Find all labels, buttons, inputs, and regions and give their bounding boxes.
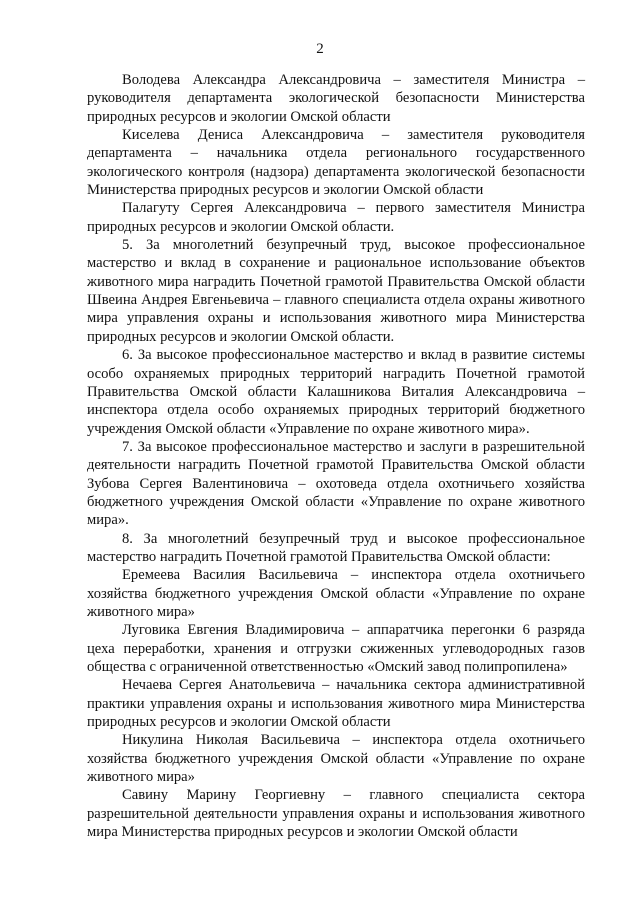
page-number: 2: [316, 41, 324, 57]
paragraph-palaguta: Палагуту Сергея Александровича – первого заместителя Министра природных ресурсов и экологии Омской области.: [87, 200, 585, 235]
paragraph-item-5: 5. За многолетний безупречный труд, высокое профессиональное мастерство и вклад в сохранение и рациональное использование объектов животного мира наградить Почетной грамотой Правительства Омской области Швеина Андрея Евгеньевича – главного специалиста отдела охраны животного мира управления охраны и использования животного мира Министерства природных ресурсов и экологии Омской области.: [87, 237, 585, 345]
paragraph-lugovik: Луговика Евгения Владимировича – аппаратчика перегонки 6 разряда цеха переработки, хранения и отгрузки сжиженных углеводородных газов общества с ограниченной ответственностью «Омский завод полипропилена»: [87, 622, 585, 675]
paragraph-item-6: 6. За высокое профессиональное мастерство и вклад в развитие системы особо охраняемых природных территорий наградить Почетной грамотой Правительства Омской области Калашникова Виталия Александровича – инспектора отдела особо охраняемых природных территорий бюджетного учреждения Омской области «Управление по охране животного мира».: [87, 347, 585, 437]
paragraph-item-8: 8. За многолетний безупречный труд и высокое профессиональное мастерство наградить Почетной грамотой Правительства Омской области:: [87, 530, 585, 565]
paragraph-nikulin: Никулина Николая Васильевича – инспектора отдела охотничьего хозяйства бюджетного учреждения Омской области «Управление по охране животного мира»: [87, 732, 585, 786]
document-body: [87, 71, 585, 841]
paragraph-item-7: 7. За высокое профессиональное мастерство и заслуги в разрешительной деятельности наградить Почетной грамотой Правительства Омской области Зубова Сергея Валентиновича – охотоведа отдела охотничьего хозяйства бюджетного учреждения Омской области «Управление по охране животного мира».: [87, 438, 585, 529]
paragraph-volodev: Володева Александра Александровича – заместителя Министра – руководителя департамента экологической безопасности Министерства природных ресурсов и экологии Омской области: [87, 72, 585, 125]
paragraph-eremeev: Еремеева Василия Васильевича – инспектора отдела охотничьего хозяйства бюджетного учреждения Омской области «Управление по охране животного мира»: [87, 567, 585, 620]
paragraph-savina: Савину Марину Георгиевну – главного специалиста сектора разрешительной деятельности управления охраны и использования животного мира Министерства природных ресурсов и экологии Омской области: [87, 787, 585, 841]
paragraph-nechaev: Нечаева Сергея Анатольевича – начальника сектора административной практики управления охраны и использования животного мира Министерства природных ресурсов и экологии Омской области: [87, 677, 585, 731]
paragraph-kiselev: Киселева Дениса Александровича – заместителя руководителя департамента – начальника отдела регионального государственного экологического контроля (надзора) департамента экологической безопасности Министерства природных ресурсов и экологии Омской области: [87, 127, 585, 199]
